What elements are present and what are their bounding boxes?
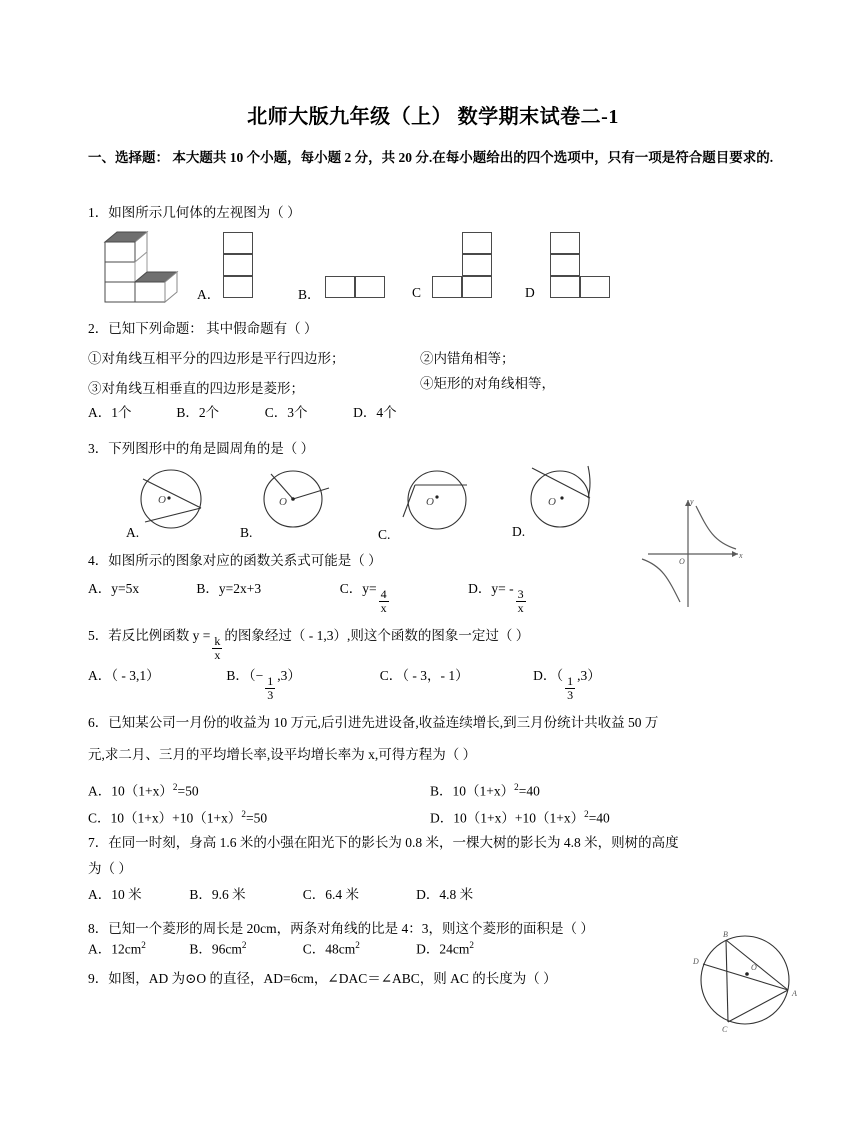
question-6-option-d [430,807,610,830]
question-3-figure-d-center-label: O [548,496,556,508]
question-2-option-a: A．1个 [88,405,132,420]
question-3-option-b-label: B. [240,525,253,540]
question-4-option-a: A．y=5x [88,581,140,596]
question-4-option-c-prefix: C．y= [339,581,377,596]
question-7-option-c: C．6.4 米 [302,887,360,902]
question-3-option-d-label: D. [512,524,526,539]
question-1-option-c-label: C [412,285,422,300]
question-4-stem: 4．如图所示的图象对应的函数关系式可能是（ ） [88,553,382,568]
question-2-stem: 2．已知下列命题： 其中假命题有（ ） [88,321,318,336]
question-1-stem: 1．如图所示几何体的左视图为（ ） [88,205,301,220]
question-3-stem: 3．下列图形中的角是圆周角的是（ ） [88,441,315,456]
question-7-option-d: D．4.8 米 [416,887,474,902]
question-1-option-d-label: D [525,285,535,300]
question-2-proposition-2: ②内错角相等； [420,351,515,366]
question-9-label-b: B [723,930,728,939]
question-4-options [88,578,528,615]
question-5-stem-part1: 5．若反比例函数 y = [88,628,211,643]
question-3-figure-d [518,462,613,532]
question-3-option-a-label: A. [126,525,140,540]
question-4-graph-y-label: y [690,497,694,506]
question-3-figure-c-center-label: O [426,496,434,508]
question-5-stem-part2: 的图象经过（ - 1,3）,则这个函数的图象一定过（ ） [224,628,530,643]
question-1-option-a-label: A． [197,287,221,302]
question-6-option-b-tail: =40 [518,783,540,799]
question-2-option-b: B．2个 [176,405,220,420]
question-5-options [88,665,601,702]
question-5-option-d-suffix: ,3） [577,668,601,683]
question-5-option-d [533,665,601,702]
question-4-option-d-prefix: D．y= - [468,581,514,596]
question-4-option-c [340,578,465,615]
question-8-option-c: C．$48cm^2$ [302,940,360,957]
question-5-option-d-fraction: $\frac{1}{3}$ [567,674,574,702]
question-6-option-c-base: C．10（1+x）+10（1+x） [88,810,242,826]
question-6-option-a-base: A．10（1+x） [88,783,173,799]
question-5-option-c: C．（ - 3，- 1） [379,668,469,683]
question-8-option-a: A．$12cm^2$ [88,940,146,957]
question-7-option-b: B．9.6 米 [189,887,246,902]
question-6-option-c [88,807,267,830]
question-9-label-c: C [722,1025,728,1034]
question-5-option-b-suffix: ,3） [277,668,301,683]
question-3-option-c-label: C. [378,527,391,542]
question-1-option-c-figure [432,232,492,298]
question-6-option-c-sup: 2 [241,809,246,819]
question-6-option-a [88,780,199,803]
question-6-option-a-sup: 2 [172,782,178,792]
question-9-label-o: O [751,963,757,972]
question-2-proposition-3: ③对角线互相垂直的四边形是菱形； [88,381,304,396]
question-5-option-b-prefix: B．（− [226,668,264,683]
section-heading: 一、选择题： 本大题共 10 个小题，每小题 2 分，共 20 分.在每小题给出的四个选项中，只有一项是符合题目要求的. [88,150,774,165]
question-2-options [88,402,438,425]
question-5-stem-fraction: $\frac{k}{x}$ [214,634,221,662]
question-8-stem: 8．已知一个菱形的周长是 20cm，两条对角线的比是 4：3，则这个菱形的面积是（ ） [88,921,594,936]
question-8-options [88,938,474,961]
question-6-option-b-sup: 2 [514,782,519,792]
question-1-option-a-figure [223,232,253,298]
question-3-figure-a-center-label: O [158,494,166,506]
question-8-option-b: B．$96cm^2$ [189,940,247,957]
question-6-stem-line2: 元,求二月、三月的平均增长率,设平均增长率为 x,可得方程为（ ） [88,747,477,762]
question-3-figure-a [133,468,223,530]
question-6-option-d-base: D．10（1+x）+10（1+x） [430,810,585,826]
question-6-option-d-sup: 2 [584,809,589,819]
question-4-graph-origin-label: O [679,557,685,566]
question-9-stem: 9．如图，AD 为⊙O 的直径，AD=6cm，∠DAC＝∠ABC，则 AC 的长度为（ ） [88,971,557,986]
question-2-proposition-1: ①对角线互相平分的四边形是平行四边形； [88,351,345,366]
question-4-option-d [468,578,527,615]
question-6-option-a-tail: =50 [177,783,199,799]
question-7-option-a: A．10 米 [88,887,142,902]
question-7-stem-line2: 为（ ） [88,861,132,876]
question-4-graph [638,492,748,614]
question-6-stem-line1: 6．已知某公司一月份的收益为 10 万元,后引进先进设备,收益连续增长,到三月份统计共收益 50 万 [88,715,659,730]
question-3-figure-b [253,466,343,530]
question-1-option-b-label: B． [298,287,321,302]
question-4-option-d-fraction: $\frac{3}{x}$ [517,587,524,615]
question-6-option-b-base: B．10（1+x） [430,783,515,799]
question-8-option-d: D．$24cm^2$ [416,940,474,957]
question-9-label-a: A [792,989,797,998]
question-2-option-c: C．3个 [264,405,308,420]
question-1-option-d-figure [550,232,610,298]
question-4-option-b: B．y=2x+3 [196,581,262,596]
question-6-option-b [430,780,540,803]
question-3-figure-c [395,467,485,531]
question-4-graph-x-label: x [739,551,743,560]
question-1-solid-figure [97,228,187,306]
question-2-proposition-4: ④矩形的对角线相等， [420,376,555,391]
question-6-option-c-tail: =50 [245,810,268,826]
question-5-option-b [226,665,376,702]
question-2-option-d: D．4个 [353,405,397,420]
question-7-options [88,884,473,907]
question-5-option-b-fraction: $\frac{1}{3}$ [267,674,274,702]
question-1-option-b-figure [325,276,385,298]
question-9-circle-figure [690,928,810,1033]
page-title: 北师大版九年级（上） 数学期末试卷二-1 [247,106,619,128]
question-5-option-d-prefix: D．（ [533,668,564,683]
question-7-stem-line1: 7．在同一时刻，身高 1.6 米的小强在阳光下的影长为 0.8 米，一棵大树的影长为 4.8 米，则树的高度 [88,835,679,850]
question-4-option-c-fraction: $\frac{4}{x}$ [380,587,387,615]
question-6-option-d-tail: =40 [588,810,610,826]
question-5-option-a: A．（ - 3,1） [88,668,160,683]
question-9-label-d: D [693,957,699,966]
question-3-figure-b-center-label: O [279,496,287,508]
question-5-stem [88,625,529,662]
